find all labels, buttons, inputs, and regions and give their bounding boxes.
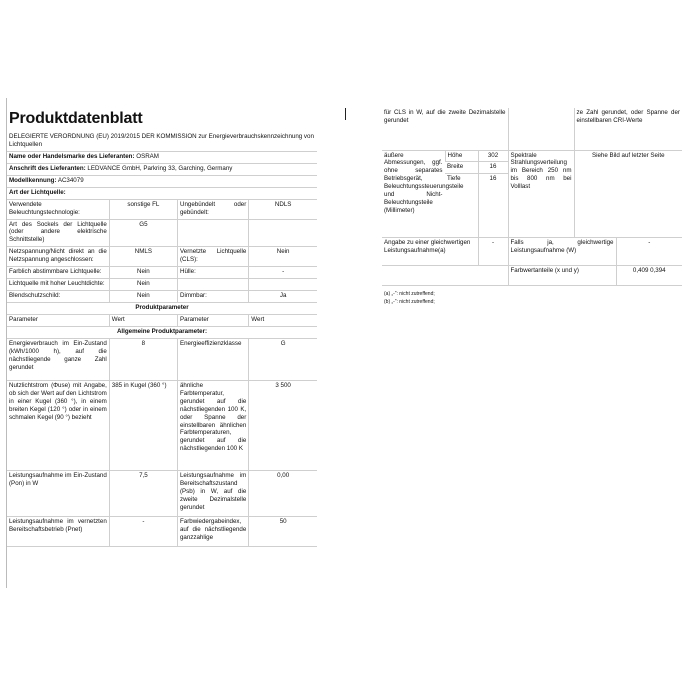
row-label: Netzspannung/Nicht direkt an die Netzspannung angeschlossen: [7, 247, 109, 267]
row-label: ze Zahl gerundet, oder Spanne der einstellbaren CRI-Werte [574, 108, 682, 150]
table-row [7, 267, 317, 279]
table-row [7, 291, 317, 303]
row-value: 0,00 [249, 470, 317, 516]
regulation-text: DELEGIERTE VERORDNUNG (EU) 2019/2015 DER KOMMISSION zur Energieverbrauchskennzeichnung von Lichtquellen [7, 132, 317, 151]
equivalent-power-w-value: - [616, 238, 682, 266]
column-header: Parameter [7, 314, 109, 326]
table-row [7, 516, 317, 546]
table-row [382, 108, 682, 150]
dimension-row [382, 150, 682, 162]
row-value [249, 219, 317, 247]
model-label: Modellkennung: [9, 176, 57, 184]
column-headers [7, 314, 317, 326]
table-row [7, 470, 317, 516]
row-value: - [109, 516, 177, 546]
table-row [382, 266, 682, 286]
row-value: 3 500 [249, 380, 317, 470]
row-label: ähnliche Farbtemperatur, gerundet auf die nächstliegenden 100 K, oder Spanne der einstellbaren ähnlichen Farbtemperaturen, gerundet auf die nächstliegenden 100 K [177, 380, 248, 470]
color-coordinates-label: Farbwertanteile (x und y) [508, 266, 616, 286]
row-label: Hülle: [177, 267, 248, 279]
address-value: LEDVANCE GmbH, Parkring 33, Garching, Germany [87, 164, 233, 172]
column-header: Parameter [177, 314, 248, 326]
row-value: sonstige FL [109, 199, 177, 219]
row-value: G5 [109, 219, 177, 247]
width-label: Breite [445, 162, 478, 174]
footnote-b: (b) „-“: nicht zutreffend; [384, 299, 435, 306]
row-value [508, 108, 574, 150]
table-row [382, 238, 682, 266]
row-label: Farblich abstimmbare Lichtquelle: [7, 267, 109, 279]
height-label: Höhe [445, 150, 478, 162]
row-value: 50 [249, 516, 317, 546]
row-label [177, 279, 248, 291]
supplier-row [7, 151, 317, 163]
row-value: NMLS [109, 247, 177, 267]
empty-cell [382, 266, 508, 286]
dimensions-label: äußere Abmessungen, ggf. ohne separates Betriebsgerät, Beleuchtungssteuerungsteile und Nicht-Beleuchtungsteile (Millimeter) [382, 150, 445, 238]
row-value: Ja [249, 291, 317, 303]
table-row [7, 279, 317, 291]
equivalent-power-w-label: Falls ja, gleichwertige Leistungsaufnahme (W) [508, 238, 616, 266]
supplier-value: OSRAM [136, 152, 159, 160]
row-label: Leistungsaufnahme im Bereitschaftszustand (Psb) in W, auf die zweite Dezimalstelle gerundet [177, 470, 248, 516]
height-value: 302 [478, 150, 508, 162]
footnote-a: (a) „-“: nicht zutreffend; [384, 291, 435, 298]
model-row [7, 175, 317, 187]
supplier-label: Name oder Handelsmarke des Lieferanten: [9, 152, 135, 160]
row-label: Art des Sockels der Lichtquelle (oder andere elektrische Schnittstelle) [7, 219, 109, 247]
source-type-heading: Art der Lichtquelle: [7, 187, 317, 199]
params-heading: Produktparameter [7, 303, 317, 315]
address-label: Anschrift des Lieferanten: [9, 164, 86, 172]
equivalent-power-label: Angabe zu einer gleichwertigen Leistungsaufnahme(a) [382, 238, 478, 266]
column-header: Wert [109, 314, 177, 326]
spectral-value: Siehe Bild auf letzter Seite [574, 150, 682, 238]
row-value: - [249, 267, 317, 279]
depth-label: Tiefe [445, 174, 478, 238]
color-coordinates-value: 0,409 0,394 [616, 266, 682, 286]
row-value: 385 in Kugel (360 °) [109, 380, 177, 470]
table-row [7, 199, 317, 219]
datasheet-table [7, 132, 317, 547]
datasheet-table-continued [382, 108, 682, 286]
row-label: Blendschutzschild: [7, 291, 109, 303]
depth-value: 16 [478, 174, 508, 238]
row-value [249, 279, 317, 291]
datasheet-page-left [6, 98, 317, 588]
row-value: 8 [109, 338, 177, 380]
row-label: Energieeffizienzklasse [177, 338, 248, 380]
row-label: Leistungsaufnahme im vernetzten Bereitschaftsbetrieb (Pnet) [7, 516, 109, 546]
row-label: Leistungsaufnahme im Ein-Zustand (Pon) in W [7, 470, 109, 516]
datasheet-page-right [382, 108, 682, 306]
table-row [7, 247, 317, 267]
row-label: Nutzlichtstrom (Φuse) mit Angabe, ob sich der Wert auf den Lichtstrom in einer Kugel (360 °), in einem breiten Kegel (120 °) oder in einem schmalen Kegel (90 °) bezieht [7, 380, 109, 470]
row-value: Nein [109, 267, 177, 279]
address-row [7, 163, 317, 175]
row-label: Ungebündelt oder gebündelt: [177, 199, 248, 219]
row-value: Nein [249, 247, 317, 267]
row-label: Vernetzte Lichtquelle (CLS): [177, 247, 248, 267]
row-label: für CLS in W, auf die zweite Dezimalstelle gerundet [382, 108, 508, 150]
page-divider [345, 108, 346, 120]
width-value: 16 [478, 162, 508, 174]
row-label: Dimmbar: [177, 291, 248, 303]
column-header: Wert [249, 314, 317, 326]
equivalent-power-value: - [478, 238, 508, 266]
model-value: AC34079 [57, 176, 84, 184]
table-row [7, 219, 317, 247]
row-value: Nein [109, 279, 177, 291]
spectral-label: Spektrale Strahlungsverteilung im Bereich 250 nm bis 800 nm bei Volllast [508, 150, 574, 238]
general-heading: Allgemeine Produktparameter: [7, 326, 317, 338]
row-value: G [249, 338, 317, 380]
row-label: Energieverbrauch im Ein-Zustand (kWh/1000 h), auf die nächstliegende ganze Zahl gerundet [7, 338, 109, 380]
table-row [7, 380, 317, 470]
page-title: Produktdatenblatt [9, 110, 143, 127]
row-value: 7,5 [109, 470, 177, 516]
row-value: NDLS [249, 199, 317, 219]
row-label: Farbwiedergabeindex, auf die nächstliegende ganzzahlige [177, 516, 248, 546]
row-label: Verwendete Beleuchtungstechnologie: [7, 199, 109, 219]
row-value: Nein [109, 291, 177, 303]
row-label: Lichtquelle mit hoher Leuchtdichte: [7, 279, 109, 291]
table-row [7, 338, 317, 380]
row-label [177, 219, 248, 247]
footnotes [384, 290, 682, 306]
